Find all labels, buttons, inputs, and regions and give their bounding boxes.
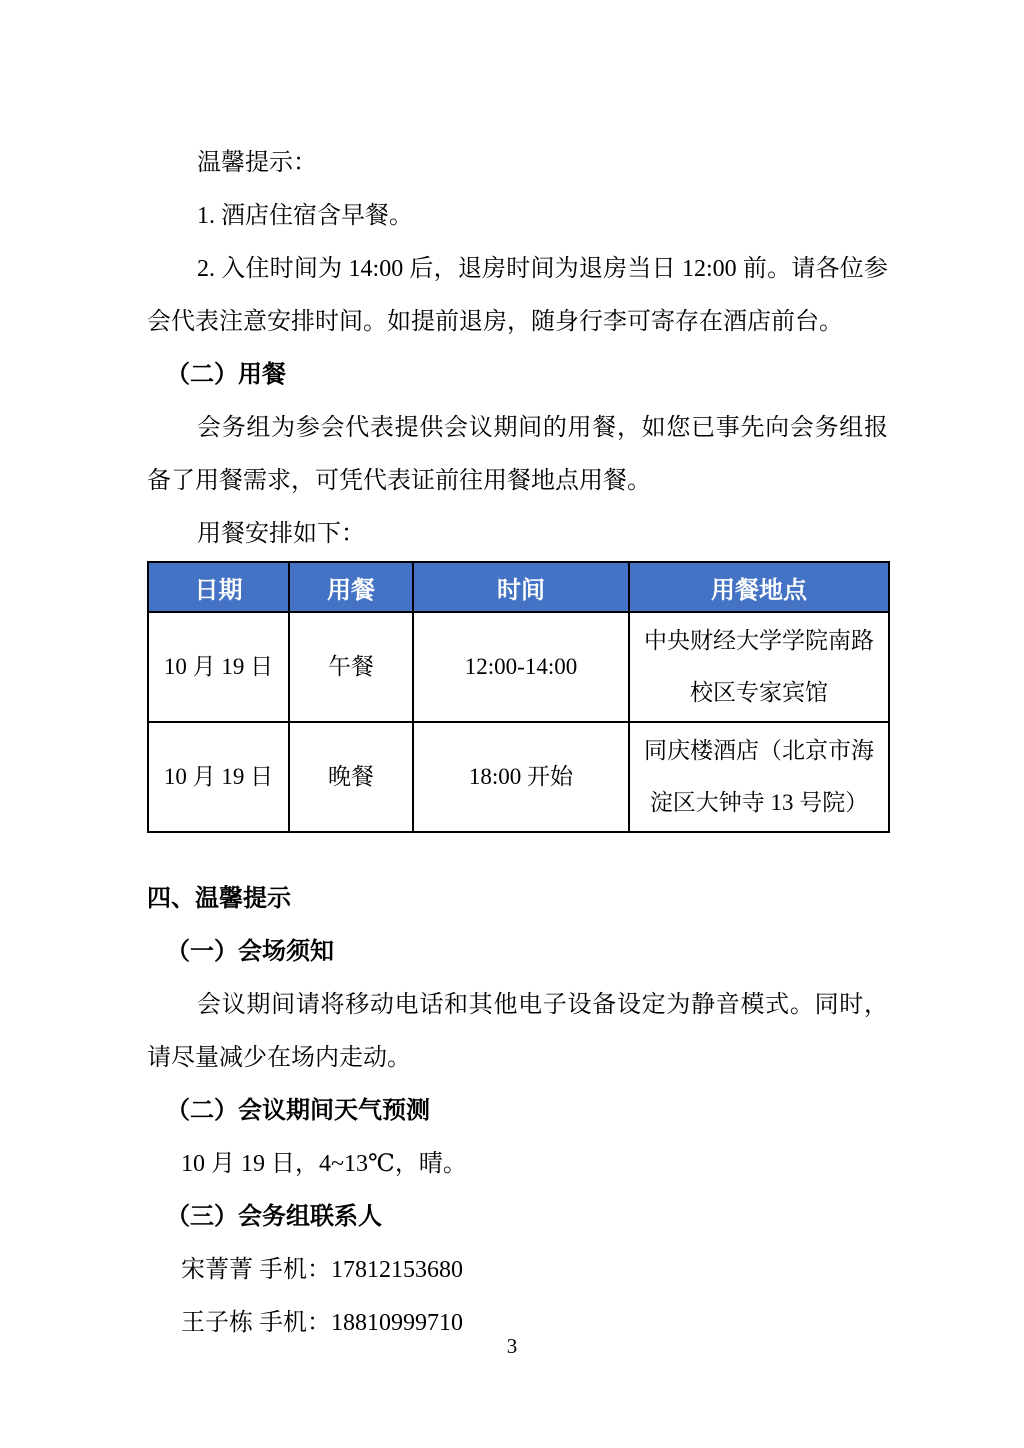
document-content [147, 137, 888, 1350]
cell-date: 10 月 19 日 [148, 612, 289, 722]
paragraph-dining-schedule-intro: 用餐安排如下： [197, 521, 365, 547]
header-cell-date: 日期 [148, 562, 289, 612]
table-row-dinner [148, 722, 889, 832]
heading-contacts: （三）会务组联系人 [166, 1204, 382, 1230]
header-cell-meal: 用餐 [289, 562, 413, 612]
cell-date: 10 月 19 日 [148, 722, 289, 832]
paragraph-venue-notes: 会议期间请将移动电话和其他电子设备设定为静音模式。同时，请尽量减少在场内走动。 [147, 992, 888, 1071]
tips-label: 温馨提示： [197, 150, 317, 176]
paragraph-weather-forecast: 10 月 19 日，4~13℃，晴。 [181, 1151, 467, 1177]
cell-time: 18:00 开始 [413, 722, 629, 832]
cell-location: 同庆楼酒店（北京市海淀区大钟寺 13 号院） [629, 722, 889, 832]
heading-venue-notes: （一）会场须知 [166, 939, 334, 965]
table-header-row [148, 562, 889, 612]
tip-item-1: 1. 酒店住宿含早餐。 [197, 203, 413, 229]
dining-table [147, 561, 890, 833]
tip-item-2: 2. 入住时间为 14:00 后，退房时间为退房当日 12:00 前。请各位参会代表注意安排时间。如提前退房，随身行李可寄存在酒店前台。 [147, 256, 888, 335]
cell-location: 中央财经大学学院南路校区专家宾馆 [629, 612, 889, 722]
header-cell-time: 时间 [413, 562, 629, 612]
page-number: 3 [506, 1334, 518, 1358]
table-row-lunch [148, 612, 889, 722]
cell-time: 12:00-14:00 [413, 612, 629, 722]
cell-meal: 晚餐 [289, 722, 413, 832]
contact-line-1: 宋菁菁 手机：17812153680 [181, 1257, 463, 1283]
contact-line-2: 王子栋 手机：18810999710 [181, 1310, 463, 1336]
cell-meal: 午餐 [289, 612, 413, 722]
heading-dining: （二）用餐 [166, 362, 286, 388]
heading-section-four: 四、温馨提示 [147, 886, 291, 912]
paragraph-dining: 会务组为参会代表提供会议期间的用餐，如您已事先向会务组报备了用餐需求，可凭代表证前往用餐地点用餐。 [147, 415, 888, 494]
header-cell-location: 用餐地点 [629, 562, 889, 612]
heading-weather-forecast: （二）会议期间天气预测 [166, 1098, 430, 1124]
